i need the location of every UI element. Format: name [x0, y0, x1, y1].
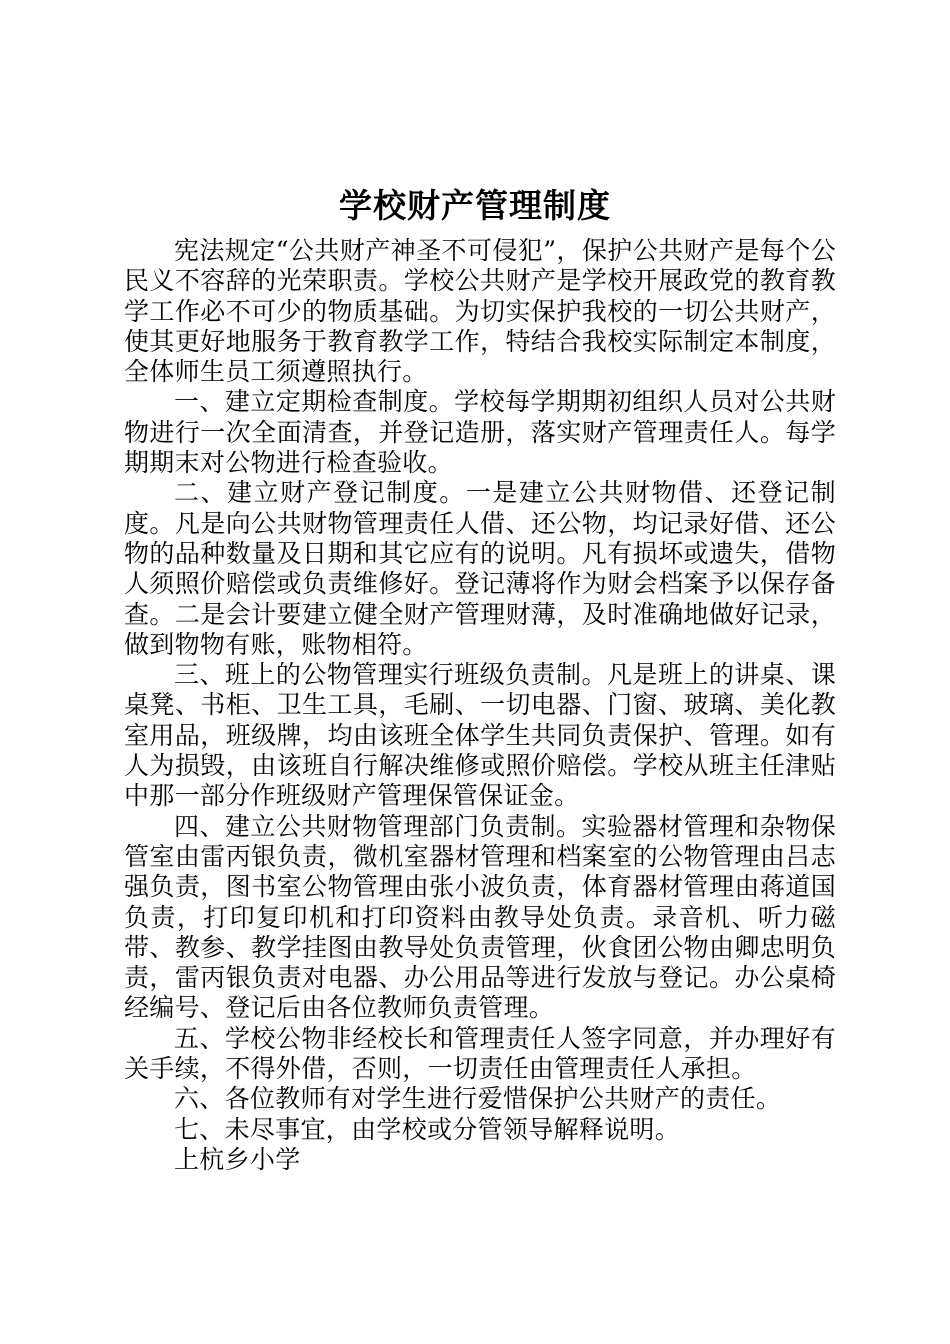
paragraph-item-4: 四、建立公共财物管理部门负责制。实验器材管理和杂物保管室由雷丙银负责，微机室器材管理和档案室的公物管理由吕志强负责，图书室公物管理由张小波负责，体育器材管理由蒋道国负责，打印复印机和打印资料由教导处负责。录音机、听力磁带、教参、教学挂图由教导处负责管理，伙食团公物由卿忠明负责，雷丙银负责对电器、办公用品等进行发放与登记。办公桌椅经编号、登记后由各位教师负责管理。 — [124, 811, 836, 1023]
document-body — [124, 236, 836, 1175]
paragraph-item-6: 六、各位教师有对学生进行爱惜保护公共财产的责任。 — [174, 1084, 782, 1114]
paragraph-intro: 宪法规定“公共财产神圣不可侵犯”，保护公共财产是每个公民义不容辞的光荣职责。学校公共财产是学校开展政党的教育教学工作必不可少的物质基础。为切实保护我校的一切公共财产，使其更好地服务于教育教学工作，特结合我校实际制定本制度，全体师生员工须遵照执行。 — [124, 236, 836, 387]
paragraph-item-3: 三、班上的公物管理实行班级负责制。凡是班上的讲桌、课桌凳、书柜、卫生工具，毛刷、一切电器、门窗、玻璃、美化教室用品，班级牌，均由该班全体学生共同负责保护、管理。如有人为损毁，由该班自行解决维修或照价赔偿。学校从班主任津贴中那一部分作班级财产管理保管保证金。 — [124, 660, 836, 811]
paragraph-item-1: 一、建立定期检查制度。学校每学期期初组织人员对公共财物进行一次全面清查，并登记造册，落实财产管理责任人。每学期期末对公物进行检查验收。 — [124, 387, 836, 478]
signature-school-name: 上杭乡小学 — [174, 1144, 301, 1174]
document-title: 学校财产管理制度 — [339, 186, 611, 225]
paragraph-item-7: 七、未尽事宜，由学校或分管领导解释说明。 — [174, 1114, 681, 1144]
paragraph-item-2: 二、建立财产登记制度。一是建立公共财物借、还登记制度。凡是向公共财物管理责任人借、还公物，均记录好借、还公物的品种数量及日期和其它应有的说明。凡有损坏或遗失，借物人须照价赔偿或负责维修好。登记薄将作为财会档案予以保存备查。二是会计要建立健全财产管理财薄，及时准确地做好记录，做到物物有账，账物相符。 — [124, 478, 836, 659]
paragraph-item-5: 五、学校公物非经校长和管理责任人签字同意，并办理好有关手续，不得外借，否则，一切责任由管理责任人承担。 — [124, 1023, 836, 1084]
